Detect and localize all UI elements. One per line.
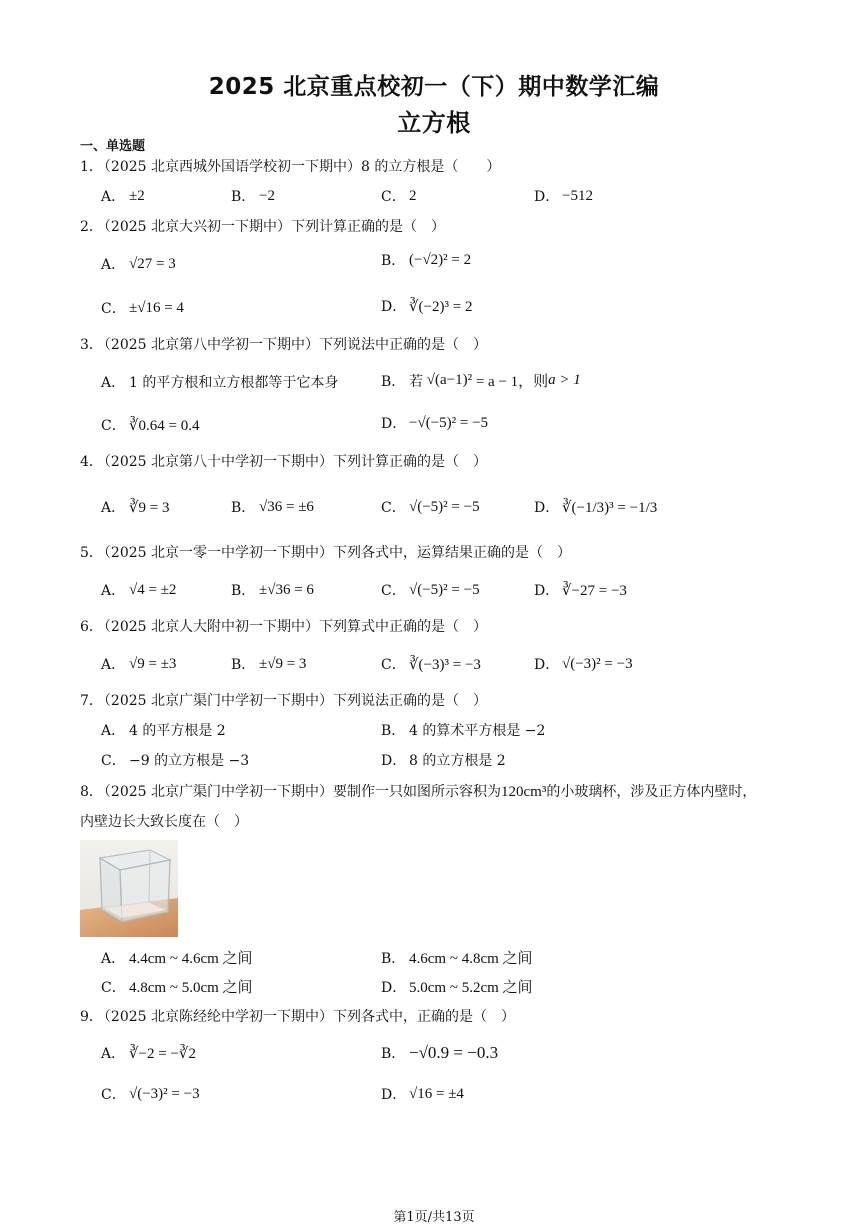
q2-a-expression: √27 = 3 bbox=[129, 255, 176, 272]
question-8: 8．（2025 北京广渠门中学初一下期中）要制作一只如图所示容积为120cm³的小玻璃杯，涉及正方体内壁时， bbox=[80, 784, 757, 800]
q3-option-b: B． 若 √(a−1)² = a − 1，则 a > 1 bbox=[381, 372, 581, 390]
q6-option-a: A． √9 = ±3 bbox=[101, 655, 177, 673]
question-8-line-2: 内壁边长大致长度在（ ） bbox=[80, 814, 248, 830]
page-footer: 第1页/共13页 bbox=[393, 1210, 475, 1225]
q3-option-a: A． 1 的平方根和立方根都等于它本身 bbox=[101, 375, 339, 391]
q3-option-d: D． −√(−5)² = −5 bbox=[381, 414, 489, 432]
q4-option-d: D． ∛(−1/3)³ = −1/3 bbox=[534, 499, 658, 516]
q7-option-a: A． 4 的平方根是 2 bbox=[101, 723, 226, 739]
document-subtitle: 立方根 bbox=[397, 109, 471, 137]
q7-option-d: D． 8 的立方根是 2 bbox=[381, 753, 506, 769]
question-3: 3．（2025 北京第八中学初一下期中）下列说法中正确的是（ ） bbox=[80, 337, 487, 353]
question-4: 4．（2025 北京第八十中学初一下期中）下列计算正确的是（ ） bbox=[80, 454, 487, 470]
question-9: 9．（2025 北京陈经纶中学初一下期中）下列各式中，正确的是（ ） bbox=[80, 1009, 515, 1025]
q1-option-d: D． −512 bbox=[534, 187, 593, 205]
q1-option-b: B． −2 bbox=[231, 187, 275, 205]
q2-option-b: B． (−√2)² = 2 bbox=[381, 251, 472, 269]
q8-option-c: C． 4.8cm ~ 5.0cm 之间 bbox=[101, 979, 253, 996]
q3-option-c: C． ∛0.64 = 0.4 bbox=[101, 417, 200, 434]
q4-option-c: C． √(−5)² = −5 bbox=[381, 498, 480, 516]
q5-option-d: D． ∛−27 = −3 bbox=[534, 582, 627, 599]
q8-option-b: B． 4.6cm ~ 4.8cm 之间 bbox=[381, 950, 533, 967]
question-1: 1．（2025 北京西城外国语学校初一下期中）8 的立方根是（ ） bbox=[80, 159, 501, 175]
q6-option-c: C． ∛(−3)³ = −3 bbox=[381, 656, 481, 673]
q8-option-d: D． 5.0cm ~ 5.2cm 之间 bbox=[381, 979, 533, 996]
glass-cup-image bbox=[80, 840, 178, 937]
q2-option-d: D． ∛(−2)³ = 2 bbox=[381, 298, 473, 315]
q2-option-c: C． ±√16 = 4 bbox=[101, 299, 184, 317]
q8-option-a: A． 4.4cm ~ 4.6cm 之间 bbox=[101, 950, 253, 967]
q9-option-c: C． √(−3)² = −3 bbox=[101, 1085, 200, 1103]
q2-c-expression: ±√16 = 4 bbox=[129, 299, 184, 316]
q9-option-a: A． ∛−2 = −∛2 bbox=[101, 1045, 196, 1062]
q2-d-expression: ∛(−2)³ = 2 bbox=[409, 298, 473, 315]
section-heading: 一、单选题 bbox=[80, 139, 146, 154]
q7-option-c: C． −9 的立方根是 −3 bbox=[101, 753, 250, 769]
question-6: 6．（2025 北京人大附中初一下期中）下列算式中正确的是（ ） bbox=[80, 619, 487, 635]
q9-option-b: B． −√0.9 = −0.3 bbox=[381, 1043, 499, 1062]
question-5: 5．（2025 北京一零一中学初一下期中）下列各式中，运算结果正确的是（ ） bbox=[80, 545, 571, 561]
q1-option-c: C． 2 bbox=[381, 187, 417, 205]
q4-option-b: B． √36 = ±6 bbox=[231, 498, 314, 516]
q5-option-b: B． ±√36 = 6 bbox=[231, 581, 314, 599]
question-2: 2．（2025 北京大兴初一下期中）下列计算正确的是（ ） bbox=[80, 219, 445, 235]
q6-option-b: B． ±√9 = 3 bbox=[231, 655, 307, 673]
q5-option-a: A． √4 = ±2 bbox=[101, 581, 177, 599]
q2-b-expression: (−√2)² = 2 bbox=[409, 251, 472, 268]
q2-option-a: A． √27 = 3 bbox=[101, 255, 176, 273]
q9-option-d: D． √16 = ±4 bbox=[381, 1085, 464, 1103]
q1-option-a: A． ±2 bbox=[101, 187, 145, 205]
q3-b-radical: √(a−1)² bbox=[423, 372, 476, 388]
question-7: 7．（2025 北京广渠门中学初一下期中）下列说法正确的是（ ） bbox=[80, 693, 487, 709]
document-title: 2025 北京重点校初一（下）期中数学汇编 bbox=[208, 74, 660, 100]
q6-option-d: D． √(−3)² = −3 bbox=[534, 655, 633, 673]
q4-option-a: A． ∛9 = 3 bbox=[101, 499, 170, 516]
q5-option-c: C． √(−5)² = −5 bbox=[381, 581, 480, 599]
q7-option-b: B． 4 的算术平方根是 −2 bbox=[381, 723, 546, 739]
